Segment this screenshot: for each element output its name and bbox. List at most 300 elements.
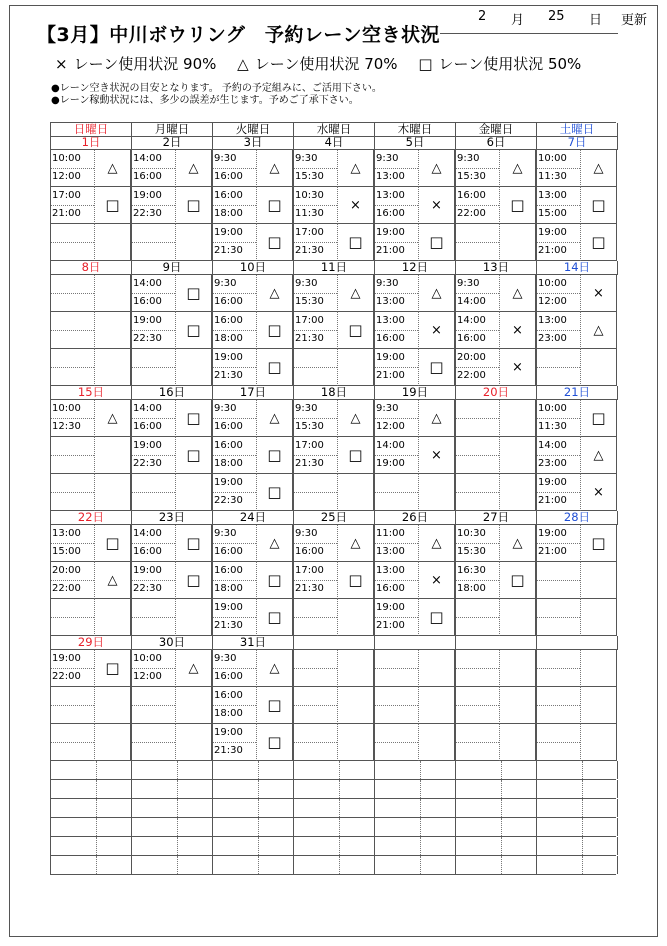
slot-end-time: 22:00 (457, 208, 486, 219)
slot-divider (132, 242, 175, 243)
time-slot (374, 525, 455, 562)
weekday-header: 土曜日 (537, 123, 618, 137)
legend-symbol-cross: × (55, 55, 68, 73)
date-header: 18日 (294, 386, 375, 400)
slot-status (500, 474, 536, 511)
slot-times (131, 275, 176, 312)
slot-end-time: 23:00 (538, 333, 567, 344)
empty-row (50, 818, 616, 837)
slot-start-time: 10:00 (52, 403, 81, 414)
slot-times (131, 724, 176, 761)
slot-start-time: 19:00 (133, 440, 162, 451)
slot-times (293, 275, 338, 312)
slot-divider (51, 580, 94, 581)
slot-end-time: 16:00 (214, 546, 243, 557)
time-slot (293, 724, 374, 761)
time-slot (293, 400, 374, 437)
slot-times (212, 275, 257, 312)
time-slot (374, 150, 455, 187)
slot-divider (456, 705, 499, 706)
time-slot (374, 599, 455, 636)
empty-row-cell (213, 856, 294, 874)
slot-status (95, 599, 131, 636)
slot-divider (294, 668, 337, 669)
slot-start-time: 14:00 (133, 153, 162, 164)
slot-times (536, 349, 581, 386)
slot-status: △ (419, 400, 455, 437)
slot-divider (132, 418, 175, 419)
slot-end-time: 22:00 (52, 671, 81, 682)
slot-divider (213, 205, 256, 206)
slot-divider (456, 742, 499, 743)
slot-status: △ (257, 650, 293, 687)
slot-divider (132, 455, 175, 456)
slot-divider (375, 580, 418, 581)
time-slot (536, 224, 617, 261)
slot-times (536, 687, 581, 724)
time-slot (50, 599, 131, 636)
time-slot (50, 312, 131, 349)
slot-end-time: 22:30 (133, 333, 162, 344)
slot-start-time: 9:30 (376, 278, 399, 289)
slot-times (131, 687, 176, 724)
slot-end-time: 21:30 (295, 458, 324, 469)
slot-times (131, 525, 176, 562)
slot-status: × (419, 562, 455, 599)
empty-row-cell (51, 799, 132, 817)
slot-times (131, 437, 176, 474)
slot-status: □ (257, 349, 293, 386)
time-slot (293, 650, 374, 687)
weekday-header: 木曜日 (375, 123, 456, 137)
slot-end-time: 12:00 (133, 671, 162, 682)
slot-status: □ (257, 687, 293, 724)
slot-divider (375, 367, 418, 368)
slot-times (212, 599, 257, 636)
slot-divider (537, 330, 580, 331)
slot-status: □ (257, 474, 293, 511)
slot-divider (213, 242, 256, 243)
slot-times (131, 562, 176, 599)
slot-end-time: 21:00 (52, 208, 81, 219)
slot-times (455, 474, 500, 511)
empty-row-cell (51, 856, 132, 874)
slot-divider (51, 205, 94, 206)
slot-times (212, 349, 257, 386)
time-slot (293, 525, 374, 562)
empty-row-cell (51, 780, 132, 798)
slot-divider (51, 330, 94, 331)
time-slot (131, 650, 212, 687)
slot-status: △ (338, 525, 374, 562)
slot-end-time: 16:00 (376, 208, 405, 219)
slot-status: □ (176, 562, 212, 599)
empty-row-cell (213, 761, 294, 779)
slot-end-time: 21:30 (214, 620, 243, 631)
time-slot (50, 275, 131, 312)
slot-times (131, 400, 176, 437)
slot-start-time: 19:00 (376, 227, 405, 238)
empty-row-cell (375, 837, 456, 855)
slot-times (212, 437, 257, 474)
time-slot (374, 312, 455, 349)
slot-times (50, 150, 95, 187)
date-header: 13日 (456, 261, 537, 275)
slot-divider (375, 705, 418, 706)
slot-end-time: 22:30 (214, 495, 243, 506)
slot-divider (213, 418, 256, 419)
date-header: 14日 (537, 261, 618, 275)
slot-status: △ (500, 525, 536, 562)
slot-status: □ (581, 224, 617, 261)
slot-start-time: 16:00 (214, 690, 243, 701)
slot-times (50, 312, 95, 349)
slot-start-time: 14:00 (376, 440, 405, 451)
slot-times (536, 599, 581, 636)
slot-times (50, 275, 95, 312)
date-header: 27日 (456, 511, 537, 525)
slot-status: □ (257, 312, 293, 349)
slot-end-time: 12:00 (538, 296, 567, 307)
slot-times (293, 724, 338, 761)
slot-start-time: 19:00 (214, 352, 243, 363)
slot-status (95, 724, 131, 761)
time-slot (293, 474, 374, 511)
slot-start-time: 14:00 (133, 278, 162, 289)
time-slot (212, 224, 293, 261)
empty-row-cell (294, 780, 375, 798)
slot-times (374, 275, 419, 312)
empty-row (50, 761, 616, 780)
slot-times (455, 150, 500, 187)
slot-divider (537, 543, 580, 544)
slot-end-time: 22:00 (457, 370, 486, 381)
slot-divider (213, 492, 256, 493)
slot-status: △ (338, 150, 374, 187)
slot-divider (132, 330, 175, 331)
slot-status: △ (338, 275, 374, 312)
time-slot (131, 150, 212, 187)
empty-row (50, 799, 616, 818)
time-slot (536, 400, 617, 437)
slot-status: △ (176, 150, 212, 187)
slot-start-time: 16:00 (214, 315, 243, 326)
time-slot (374, 400, 455, 437)
slot-times (293, 437, 338, 474)
slot-status: □ (338, 312, 374, 349)
date-header: 10日 (213, 261, 294, 275)
slot-times (131, 187, 176, 224)
slot-divider (132, 543, 175, 544)
slot-divider (375, 543, 418, 544)
slot-times (455, 525, 500, 562)
update-underline (440, 33, 618, 34)
time-slot (50, 687, 131, 724)
slot-divider (51, 242, 94, 243)
time-slot (374, 724, 455, 761)
slot-status: □ (338, 224, 374, 261)
slot-status (95, 224, 131, 261)
slot-start-time: 9:30 (295, 153, 318, 164)
slot-end-time: 21:30 (295, 245, 324, 256)
slot-status: □ (176, 437, 212, 474)
slot-times (455, 400, 500, 437)
slot-status: △ (500, 150, 536, 187)
slot-divider (456, 455, 499, 456)
time-slot (374, 275, 455, 312)
slot-start-time: 10:00 (538, 153, 567, 164)
slot-times (536, 474, 581, 511)
slot-start-time: 16:00 (457, 190, 486, 201)
slot-start-time: 19:00 (214, 227, 243, 238)
slot-start-time: 14:00 (538, 440, 567, 451)
time-slot (131, 312, 212, 349)
time-slot (50, 474, 131, 511)
slot-status: △ (176, 650, 212, 687)
slot-start-time: 13:00 (52, 528, 81, 539)
update-month: 2 (478, 9, 487, 24)
slot-start-time: 16:00 (214, 190, 243, 201)
slot-times (50, 437, 95, 474)
slot-divider (375, 492, 418, 493)
slot-divider (51, 492, 94, 493)
slot-start-time: 13:00 (376, 315, 405, 326)
slot-start-time: 10:30 (295, 190, 324, 201)
slot-status: □ (257, 437, 293, 474)
slot-end-time: 15:00 (538, 208, 567, 219)
empty-row (50, 837, 616, 856)
slot-start-time: 9:30 (214, 528, 237, 539)
time-slot (536, 650, 617, 687)
slot-status: △ (95, 150, 131, 187)
slot-status: △ (419, 275, 455, 312)
slot-status: △ (257, 150, 293, 187)
slot-divider (213, 168, 256, 169)
slot-start-time: 17:00 (295, 440, 324, 451)
slot-start-time: 19:00 (52, 653, 81, 664)
slot-status: □ (95, 525, 131, 562)
slot-status: △ (95, 562, 131, 599)
slot-end-time: 18:00 (214, 583, 243, 594)
slot-divider (456, 668, 499, 669)
slot-end-time: 21:00 (376, 620, 405, 631)
slot-status: □ (176, 275, 212, 312)
time-slot (131, 599, 212, 636)
slot-times (293, 599, 338, 636)
slot-divider (294, 293, 337, 294)
slot-status: × (581, 275, 617, 312)
slot-divider (375, 668, 418, 669)
slot-times (374, 525, 419, 562)
slot-status: △ (581, 150, 617, 187)
date-header: 23日 (132, 511, 213, 525)
slot-times (536, 150, 581, 187)
time-slot (536, 150, 617, 187)
slot-status: × (419, 437, 455, 474)
slot-divider (456, 543, 499, 544)
slot-times (374, 187, 419, 224)
slot-status (581, 562, 617, 599)
slot-divider (51, 168, 94, 169)
slot-status: × (419, 187, 455, 224)
legend-symbol-triangle: △ (237, 55, 249, 73)
slot-status (500, 437, 536, 474)
slot-times (455, 187, 500, 224)
note-line: ●レーン稼動状況には、多少の誤差が生じます。予めご了承下さい。 (51, 95, 359, 106)
slot-divider (375, 617, 418, 618)
legend (55, 53, 587, 74)
slot-times (536, 187, 581, 224)
slot-divider (213, 543, 256, 544)
time-slot (131, 474, 212, 511)
slot-times (536, 650, 581, 687)
weekday-header: 日曜日 (51, 123, 132, 137)
slot-divider (294, 543, 337, 544)
empty-row-cell (294, 799, 375, 817)
slot-divider (51, 742, 94, 743)
slot-start-time: 13:00 (376, 190, 405, 201)
slot-divider (456, 492, 499, 493)
slot-start-time: 9:30 (214, 403, 237, 414)
slot-status (176, 349, 212, 386)
slot-end-time: 16:00 (376, 583, 405, 594)
legend-text-90: レーン使用状況 90% (73, 55, 217, 73)
date-header: 7日 (537, 136, 618, 150)
slot-start-time: 19:00 (538, 227, 567, 238)
slot-times (536, 724, 581, 761)
time-slot (212, 687, 293, 724)
time-slot (293, 187, 374, 224)
slot-start-time: 9:30 (376, 403, 399, 414)
time-slot (536, 437, 617, 474)
slot-divider (294, 367, 337, 368)
slot-status (500, 650, 536, 687)
slot-times (293, 349, 338, 386)
slot-times (536, 437, 581, 474)
slot-start-time: 14:00 (133, 528, 162, 539)
time-slot (455, 474, 536, 511)
slot-times (293, 474, 338, 511)
slot-end-time: 21:00 (376, 245, 405, 256)
time-slot (374, 687, 455, 724)
time-slot (131, 187, 212, 224)
empty-row-cell (537, 837, 618, 855)
date-header: 19日 (375, 386, 456, 400)
slot-start-time: 9:30 (214, 653, 237, 664)
slot-divider (456, 418, 499, 419)
time-slot (50, 724, 131, 761)
slot-divider (132, 205, 175, 206)
slot-end-time: 18:00 (214, 333, 243, 344)
time-slot (131, 400, 212, 437)
slot-status: □ (419, 599, 455, 636)
slot-divider (213, 330, 256, 331)
empty-row-cell (456, 761, 537, 779)
slot-end-time: 21:00 (538, 495, 567, 506)
slot-divider (294, 168, 337, 169)
slot-start-time: 9:30 (295, 278, 318, 289)
date-header: 28日 (537, 511, 618, 525)
slot-divider (51, 455, 94, 456)
slot-start-time: 17:00 (295, 227, 324, 238)
date-header: 31日 (213, 636, 294, 650)
slot-end-time: 21:30 (295, 333, 324, 344)
time-slot (131, 437, 212, 474)
time-slot (293, 349, 374, 386)
slot-divider (537, 168, 580, 169)
slot-divider (537, 617, 580, 618)
slot-status: △ (419, 525, 455, 562)
slot-status (581, 650, 617, 687)
slot-end-time: 15:30 (457, 546, 486, 557)
slot-divider (537, 418, 580, 419)
time-slot (536, 525, 617, 562)
slot-status: △ (95, 400, 131, 437)
slot-start-time: 19:00 (538, 528, 567, 539)
slot-status: □ (257, 562, 293, 599)
slot-status (338, 650, 374, 687)
empty-row-cell (537, 856, 618, 874)
slot-times (212, 224, 257, 261)
slot-status (338, 349, 374, 386)
slot-times (293, 687, 338, 724)
slot-end-time: 11:30 (538, 421, 567, 432)
slot-status (176, 474, 212, 511)
slot-divider (456, 205, 499, 206)
slot-end-time: 12:00 (52, 171, 81, 182)
time-slot (455, 525, 536, 562)
slot-end-time: 22:00 (52, 583, 81, 594)
date-header: 20日 (456, 386, 537, 400)
slot-status (581, 724, 617, 761)
slot-times (455, 224, 500, 261)
time-slot (50, 437, 131, 474)
slot-start-time: 19:00 (133, 565, 162, 576)
time-slot (131, 687, 212, 724)
time-slot (50, 349, 131, 386)
slot-divider (132, 367, 175, 368)
time-slot (50, 562, 131, 599)
time-slot (293, 224, 374, 261)
slot-times (293, 650, 338, 687)
slot-status (176, 224, 212, 261)
empty-row-cell (375, 761, 456, 779)
slot-end-time: 22:30 (133, 583, 162, 594)
time-slot (536, 275, 617, 312)
empty-row-cell (132, 761, 213, 779)
slot-end-time: 16:00 (214, 171, 243, 182)
slot-divider (294, 580, 337, 581)
slot-divider (537, 705, 580, 706)
slot-end-time: 18:00 (214, 208, 243, 219)
empty-row-cell (456, 837, 537, 855)
empty-row-cell (375, 856, 456, 874)
slot-times (536, 312, 581, 349)
time-slot (212, 275, 293, 312)
slot-end-time: 16:00 (376, 333, 405, 344)
slot-times (131, 224, 176, 261)
slot-divider (375, 293, 418, 294)
slot-end-time: 15:30 (295, 421, 324, 432)
legend-symbol-square: □ (418, 55, 433, 73)
slot-status (500, 400, 536, 437)
weekday-header: 火曜日 (213, 123, 294, 137)
slot-divider (132, 742, 175, 743)
slot-end-time: 16:00 (133, 421, 162, 432)
slot-times (374, 474, 419, 511)
date-header-row (50, 636, 616, 650)
slot-divider (537, 742, 580, 743)
